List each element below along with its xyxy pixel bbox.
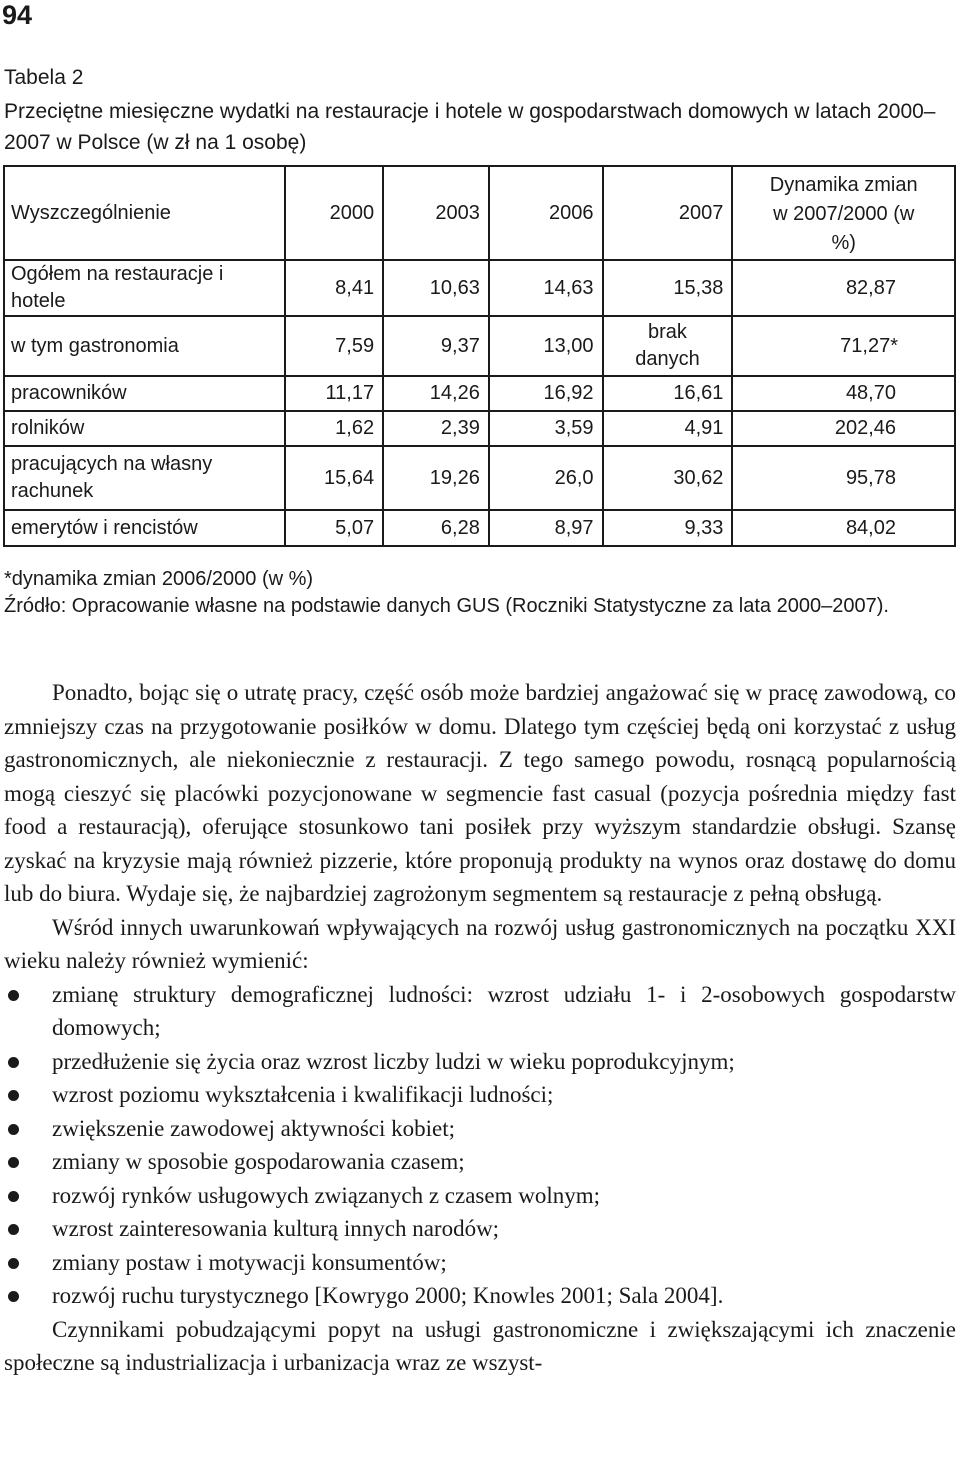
cell-value: 48,70 — [732, 376, 955, 411]
cell-value: 82,87 — [732, 260, 955, 316]
row-label: Ogółem na restauracje i hotele — [4, 260, 285, 316]
list-item — [4, 1279, 956, 1313]
header-cell: 2003 — [383, 166, 489, 260]
list-item-text: przedłużenie się życia oraz wzrost liczby ludzi w wieku poprodukcyjnym; — [52, 1048, 735, 1074]
page-number: 94 — [2, 0, 33, 30]
cell-value: 9,33 — [603, 510, 733, 546]
paragraph: Czynnikami pobudzającymi popyt na usługi gastronomiczne i zwiększającymi ich znaczenie społeczne są industrializacja i urbanizacja wraz ze wszyst- — [4, 1316, 956, 1375]
cell-value: 4,91 — [603, 411, 733, 446]
table-row — [4, 376, 955, 411]
bullet-icon — [8, 1124, 19, 1135]
cell-value: 71,27* — [732, 316, 955, 376]
cell-value: 95,78 — [732, 446, 955, 510]
bullet-list — [4, 978, 956, 1313]
table-notes — [4, 566, 958, 620]
list-item-text: rozwój ruchu turystycznego [Kowrygo 2000; Knowles 2001; Sala 2004]. — [52, 1283, 724, 1308]
table-label: Tabela 2 — [4, 66, 84, 89]
cell-value: 6,28 — [383, 510, 489, 546]
cell-value: 16,92 — [489, 376, 603, 411]
cell-value: 14,63 — [489, 260, 603, 316]
row-label: pracujących na własny rachunek — [4, 446, 285, 510]
header-cell: 2000 — [285, 166, 383, 260]
table-row — [4, 411, 955, 446]
list-item-text: zmiany w sposobie gospodarowania czasem; — [52, 1149, 465, 1174]
cell-value: 26,0 — [489, 446, 603, 510]
bullet-icon — [8, 1157, 19, 1168]
row-label: rolników — [4, 411, 285, 446]
list-item — [4, 1212, 956, 1246]
cell-value: 3,59 — [489, 411, 603, 446]
bullet-icon — [8, 1191, 19, 1202]
table-row — [4, 260, 955, 316]
body-text — [4, 676, 956, 1380]
header-cell: 2006 — [489, 166, 603, 260]
cell-value: 7,59 — [285, 316, 383, 376]
cell-value: 16,61 — [603, 376, 733, 411]
header-cell: Dynamika zmian w 2007/2000 (w %) — [732, 166, 955, 260]
row-label: w tym gastronomia — [4, 316, 285, 376]
list-item — [4, 1078, 956, 1112]
table-source: Źródło: Opracowanie własne na podstawie danych GUS (Roczniki Statystyczne za lata 2000–2007). — [4, 595, 889, 617]
cell-value: 15,64 — [285, 446, 383, 510]
table-row — [4, 510, 955, 546]
cell-value: 84,02 — [732, 510, 955, 546]
table-row — [4, 446, 955, 510]
cell-value: 19,26 — [383, 446, 489, 510]
bullet-icon — [8, 1258, 19, 1269]
row-label: pracowników — [4, 376, 285, 411]
table-footnote: *dynamika zmian 2006/2000 (w %) — [4, 568, 314, 590]
paragraph: Ponadto, bojąc się o utratę pracy, część osób może bardziej angażować się w pracę zawodową, co zmniejszy czas na przygotowanie posiłków w domu. Dlatego tym częściej będą oni korzystać z usług gastronomicznych, ale niekoniecznie z restauracji. Z tego samego powodu, rosnącą popularnością mogą cieszyć się placówki pozycjonowane w segmencie fast casual (pozycja pośrednia między fast food a restauracją), oferujące stosunkowo tani posiłek przy wyższym standardzie obsługi. Szansę zyskać na kryzysie mają również pizzerie, które proponują produkty na wynos oraz dostawę do domu lub do biura. Wydaje się, że najbardziej zagrożonym segmentem są restauracje z pełną obsługą. — [4, 680, 956, 906]
cell-value: 5,07 — [285, 510, 383, 546]
list-item — [4, 1045, 956, 1079]
bullet-icon — [8, 1291, 19, 1302]
list-item — [4, 1179, 956, 1213]
bullet-icon — [8, 1090, 19, 1101]
bullet-icon — [8, 1224, 19, 1235]
list-item-text: zmianę struktury demograficznej ludności: wzrost udziału 1- i 2-osobowych gospodarstw domowych; — [52, 981, 956, 1040]
cell-value: 2,39 — [383, 411, 489, 446]
list-item-text: rozwój rynków usługowych związanych z czasem wolnym; — [52, 1182, 601, 1208]
header-cell: Wyszczególnienie — [4, 166, 285, 260]
list-item-text: zmiany postaw i motywacji konsumentów; — [52, 1249, 447, 1275]
cell-value: brak danych — [603, 316, 733, 376]
bullet-icon — [8, 990, 19, 1001]
header-cell: 2007 — [603, 166, 733, 260]
list-item-text: zwiększenie zawodowej aktywności kobiet; — [52, 1115, 456, 1141]
list-item — [4, 1112, 956, 1146]
bullet-icon — [8, 1057, 19, 1068]
cell-value: 1,62 — [285, 411, 383, 446]
cell-value: 8,97 — [489, 510, 603, 546]
row-label: emerytów i rencistów — [4, 510, 285, 546]
list-item — [4, 1145, 956, 1179]
cell-value: 15,38 — [603, 260, 733, 316]
cell-value: 13,00 — [489, 316, 603, 376]
cell-value: 30,62 — [603, 446, 733, 510]
paragraph: Wśród innych uwarunkowań wpływających na rozwój usług gastronomicznych na początku XXI wieku należy również wymienić: — [4, 914, 956, 973]
list-item-text: wzrost zainteresowania kulturą innych narodów; — [52, 1216, 500, 1241]
cell-value: 14,26 — [383, 376, 489, 411]
cell-value: 10,63 — [383, 260, 489, 316]
table-title: Przeciętne miesięczne wydatki na restauracje i hotele w gospodarstwach domowych w latach 2000–2007 w Polsce (w zł na 1 osobę) — [4, 100, 936, 154]
cell-value: 202,46 — [732, 411, 955, 446]
table-row — [4, 316, 955, 376]
expenditure-table — [3, 165, 956, 547]
list-item — [4, 978, 956, 1045]
cell-value: 8,41 — [285, 260, 383, 316]
table-header-row — [4, 166, 955, 260]
list-item-text: wzrost poziomu wykształcenia i kwalifikacji ludności; — [52, 1082, 554, 1107]
list-item — [4, 1246, 956, 1280]
cell-value: 9,37 — [383, 316, 489, 376]
cell-value: 11,17 — [285, 376, 383, 411]
